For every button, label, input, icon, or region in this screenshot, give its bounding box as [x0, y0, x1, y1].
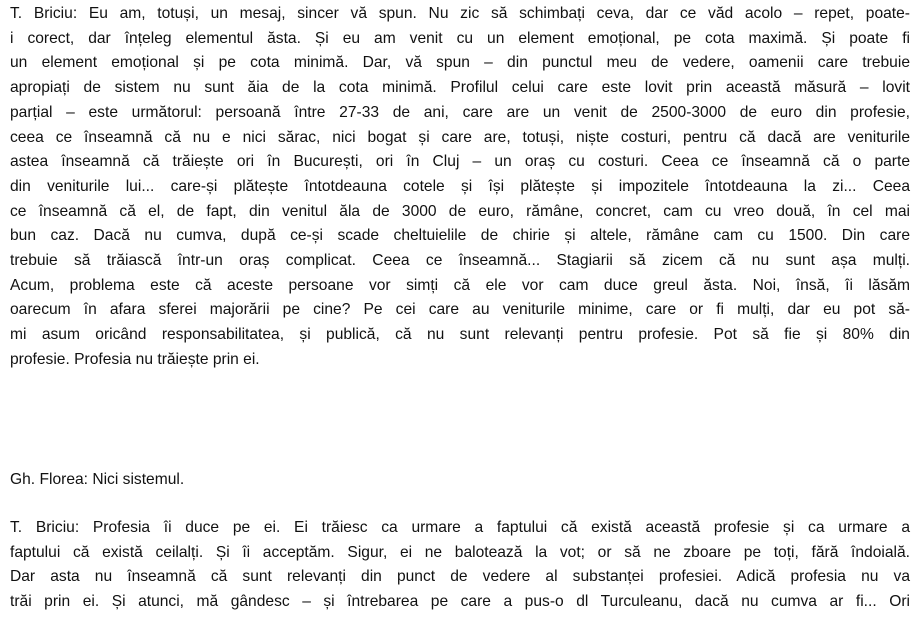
paragraph-gh-florea — [10, 468, 910, 493]
text-line: din veniturile lui... care-și plătește întotdeauna cotele și își plătește și impozitele întotdeauna la zi... Ceea — [10, 177, 910, 195]
paragraph-t-briciu-2 — [10, 516, 910, 615]
text-line: un element emoțional și pe cota minimă. Dar, vă spun – din punctul meu de vedere, oamenii care trebuie — [10, 54, 910, 72]
text-line: parțial – este următorul: persoană între 27-33 de ani, care are un venit de 2500-3000 de euro din profesie, — [10, 103, 910, 121]
paragraph-t-briciu-1 — [10, 2, 910, 373]
text-line: trăi prin ei. Și atunci, mă gândesc – și întrebarea pe care a pus-o dl Turculeanu, dacă nu cumva ar fi... Ori — [10, 593, 910, 611]
text-line: Gh. Florea: Nici sistemul. — [10, 471, 185, 488]
text-line: oarecum în afara sferei majorării pe cine? Pe cei care au veniturile minime, care or fi mulți, dar eu pot să- — [10, 301, 910, 319]
text-line: astea înseamnă că trăiește ori în București, ori în Cluj – un oraș cu costuri. Ceea ce înseamnă că o parte — [10, 153, 910, 171]
text-line: Acum, problema este că aceste persoane vor simți că ele vor cam duce greul ăsta. Noi, însă, îi lăsăm — [10, 276, 910, 294]
text-line: ceea ce înseamnă că nu e nici sărac, nici bogat și care are, totuși, niște costuri, pentru că dacă are veniturile — [10, 128, 910, 146]
text-line: bun caz. Dacă nu cumva, după ce-și scade cheltuielile de chirie și altele, rămâne cam cu 1500. Din care — [10, 227, 910, 245]
text-line: mi asum oricând responsabilitatea, și publică, că nu sunt relevanți pentru profesie. Pot să fie și 80% din — [10, 326, 910, 344]
text-line: apropiați de sistem nu sunt ăia de la cota minimă. Profilul celui care este lovit prin această măsură – lovit — [10, 79, 910, 97]
text-line: faptului că există ceilalți. Și îi acceptăm. Sigur, ei ne balotează la vot; or să ne zboare pe toți, fără îndoială. — [10, 543, 910, 561]
text-line: ce înseamnă că el, de fapt, din venitul ăla de 3000 de euro, rămâne, concret, cam cu vreo două, în cel mai — [10, 202, 910, 220]
text-line: profesie. Profesia nu trăiește prin ei. — [10, 350, 260, 368]
text-line: i corect, dar înțeleg elementul ăsta. Și eu am venit cu un element emoțional, pe cota maximă. Și poate fi — [10, 29, 910, 47]
text-line: Dar asta nu înseamnă că sunt relevanți din punct de vedere al substanței profesiei. Adică profesia nu va — [10, 568, 910, 586]
text-line: T. Briciu: Eu am, totuși, un mesaj, sincer vă spun. Nu zic să schimbați ceva, dar ce văd acolo – repet, poate- — [10, 5, 910, 22]
text-line: trebuie să trăiască într-un oraș complicat. Ceea ce înseamnă... Stagiarii să zicem că nu sunt așa mulți. — [10, 252, 910, 270]
text-line: T. Briciu: Profesia îi duce pe ei. Ei trăiesc ca urmare a faptului că există această profesie și ca urmare a — [10, 519, 910, 536]
